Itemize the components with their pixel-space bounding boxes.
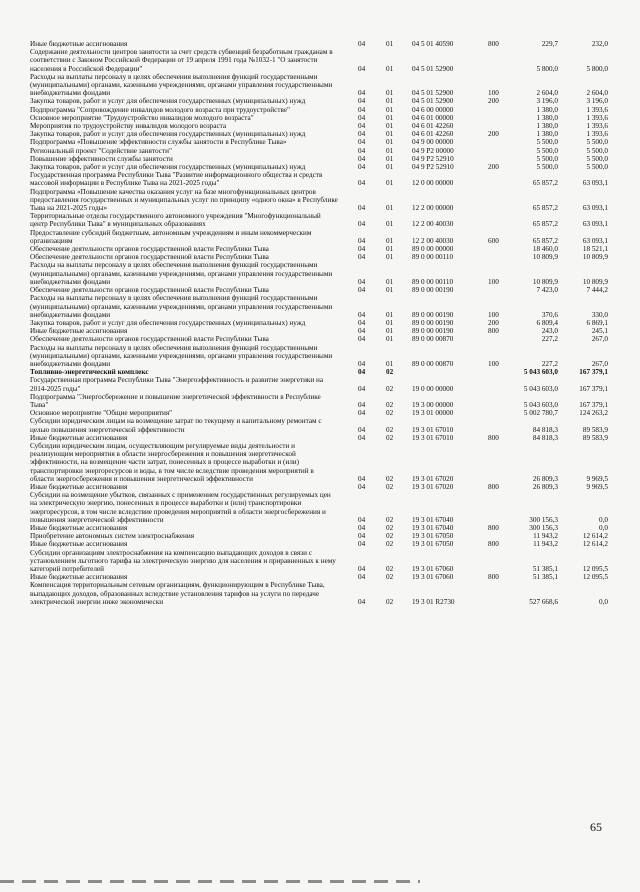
table-row xyxy=(30,573,620,581)
row-expense-type: 100 xyxy=(488,89,499,98)
row-target-code: 04 6 01 42260 xyxy=(412,130,454,139)
row-target-code: 89 0 00 00110 xyxy=(412,253,454,262)
row-subsection: 01 xyxy=(386,40,394,48)
row-name: Субсидии на возмещение убытков, связанных с применением государственных регулируемых цен на электрическую энергию, понесенных в процессе выработки и (или) транспортировки энергоресурсов, в том числе вследствие проведения мероприятий в области энергосбережения и повышения энергетической эффективности xyxy=(30,491,331,524)
row-name: Подпрограмма "Сопровождение инвалидов молодого возраста при трудоустройстве" xyxy=(30,105,290,114)
row-amount-year2: 89 583,9 xyxy=(582,433,608,442)
row-name: Компенсация территориальным сетевым организациям, функционирующим в Республике Тыва, выпадающих доходов, образованных вследствие установления тарифов на услуги по передаче электрической энергии ниже экономически xyxy=(30,581,325,606)
row-name: Иные бюджетные ассигнования xyxy=(30,523,128,532)
row-expense-type: 800 xyxy=(488,573,499,582)
row-subsection: 01 xyxy=(386,286,394,295)
row-expense-type: 800 xyxy=(488,40,499,48)
row-subsection: 02 xyxy=(386,565,394,573)
row-name: Субсидии юридическим лицам, осуществляющим регулируемые виды деятельности и реализующим мероприятия в области энергосбережения и повышения энергетической эффективности, на возмещение части затрат, понесенных в процессе выработки и (или) транспортировки энергоресурсов и воды, в том числе вследствие проведения мероприятий в области энергосбережения и повышения энергетической эффективности xyxy=(30,441,314,483)
row-section: 04 xyxy=(358,359,366,368)
row-target-code: 19 3 01 00000 xyxy=(412,409,454,418)
table-row xyxy=(30,540,620,548)
row-target-code: 89 0 00 00110 xyxy=(412,277,454,286)
row-section: 04 xyxy=(358,113,366,122)
table-row xyxy=(30,155,620,163)
row-expense-type: 100 xyxy=(488,277,499,286)
row-amount-year2: 63 093,1 xyxy=(582,220,608,229)
row-amount-year1: 65 857,2 xyxy=(532,204,558,213)
row-amount-year2: 63 093,1 xyxy=(582,204,608,213)
row-section: 04 xyxy=(358,310,366,319)
row-subsection: 02 xyxy=(386,523,394,532)
table-row xyxy=(30,171,620,187)
row-section: 04 xyxy=(358,105,366,114)
row-name: Содержание деятельности центров занятости за счет средств субвенций безработным гражданам в соответствии с Законом Российской Федерации от 19 апреля 1991 года №1032-1 "О занятости населения в Российской Федерации" xyxy=(30,48,333,73)
row-target-code: 89 0 00 00190 xyxy=(412,310,454,319)
table-row xyxy=(30,122,620,130)
row-amount-year1: 300 156,3 xyxy=(529,523,558,532)
row-amount-year1: 300 156,3 xyxy=(529,515,558,524)
row-name: Иные бюджетные ассигнования xyxy=(30,40,128,48)
row-subsection: 01 xyxy=(386,220,394,229)
row-subsection: 01 xyxy=(386,64,394,73)
row-subsection: 01 xyxy=(386,277,394,286)
row-target-code: 04 9 P2 52910 xyxy=(412,154,454,163)
row-section: 04 xyxy=(358,400,366,409)
row-amount-year1: 5 500,0 xyxy=(536,138,558,147)
row-amount-year1: 1 380,0 xyxy=(536,113,558,122)
row-target-code: 19 3 01 R2730 xyxy=(412,597,455,606)
row-amount-year1: 227,2 xyxy=(541,359,558,368)
row-amount-year2: 124 263,2 xyxy=(579,409,608,418)
row-section: 04 xyxy=(358,64,366,73)
row-amount-year2: 5 500,0 xyxy=(586,138,608,147)
row-amount-year1: 65 857,2 xyxy=(532,236,558,245)
row-amount-year1: 5 500,0 xyxy=(536,163,558,172)
row-name: Закупка товаров, работ и услуг для обеспечения государственных (муниципальных) нужд xyxy=(30,97,306,106)
row-name: Субсидии организациям электроснабжения на компенсацию выпадающих доходов в связи с установлением льготного тарифа на электрическую энергию для населения и приравненных к нему категорий потребителей xyxy=(30,548,336,573)
row-expense-type: 100 xyxy=(488,310,499,319)
row-amount-year2: 12 095,5 xyxy=(582,573,608,582)
table-row xyxy=(30,147,620,155)
row-target-code: 89 0 00 00870 xyxy=(412,359,454,368)
scan-artifact-line xyxy=(0,880,420,883)
row-target-code: 19 3 01 67020 xyxy=(412,474,454,483)
row-amount-year2: 1 393,6 xyxy=(586,113,608,122)
row-section: 04 xyxy=(358,253,366,262)
row-amount-year2: 12 614,2 xyxy=(582,540,608,549)
row-subsection: 02 xyxy=(386,433,394,442)
row-expense-type: 100 xyxy=(488,359,499,368)
row-subsection: 02 xyxy=(386,384,394,393)
row-section: 04 xyxy=(358,368,366,377)
row-amount-year1: 26 809,3 xyxy=(532,474,558,483)
row-subsection: 02 xyxy=(386,409,394,418)
row-amount-year1: 1 380,0 xyxy=(536,122,558,131)
row-target-code: 04 5 01 52900 xyxy=(412,97,454,106)
table-row xyxy=(30,376,620,392)
row-section: 04 xyxy=(358,40,366,48)
row-subsection: 02 xyxy=(386,515,394,524)
row-target-code: 12 2 00 40030 xyxy=(412,236,454,245)
row-section: 04 xyxy=(358,433,366,442)
row-name: Закупка товаров, работ и услуг для обеспечения государственных (муниципальных) нужд xyxy=(30,130,306,139)
row-target-code: 04 6 00 00000 xyxy=(412,105,454,114)
row-amount-year1: 5 043 603,0 xyxy=(523,400,558,409)
row-expense-type: 800 xyxy=(488,482,499,491)
table-row xyxy=(30,442,620,483)
row-target-code: 04 6 01 42260 xyxy=(412,122,454,131)
row-target-code: 12 2 00 00000 xyxy=(412,204,454,213)
row-amount-year2: 5 800,0 xyxy=(586,64,608,73)
row-target-code: 04 6 01 00000 xyxy=(412,113,454,122)
row-target-code: 12 0 00 00000 xyxy=(412,179,454,188)
table-row xyxy=(30,245,620,253)
row-amount-year1: 7 423,0 xyxy=(536,286,558,295)
row-section: 04 xyxy=(358,532,366,541)
row-subsection: 02 xyxy=(386,532,394,541)
table-row xyxy=(30,138,620,146)
row-target-code: 04 9 00 00000 xyxy=(412,138,454,147)
row-subsection: 01 xyxy=(386,130,394,139)
row-target-code: 89 0 00 00190 xyxy=(412,286,454,295)
row-section: 04 xyxy=(358,179,366,188)
row-subsection: 02 xyxy=(386,425,394,434)
row-amount-year1: 527 668,6 xyxy=(529,597,558,606)
row-amount-year1: 5 800,0 xyxy=(536,64,558,73)
row-section: 04 xyxy=(358,220,366,229)
row-amount-year2: 1 393,6 xyxy=(586,122,608,131)
row-amount-year1: 10 809,9 xyxy=(532,277,558,286)
table-row xyxy=(30,286,620,294)
row-name: Обеспечение деятельности органов государственной власти Республики Тыва xyxy=(30,245,269,254)
row-amount-year2: 167 379,1 xyxy=(579,368,608,377)
row-subsection: 01 xyxy=(386,245,394,254)
table-row xyxy=(30,48,620,73)
row-amount-year1: 2 604,0 xyxy=(536,89,558,98)
row-name: Обеспечение деятельности органов государственной власти Республики Тыва xyxy=(30,286,269,295)
row-amount-year2: 5 500,0 xyxy=(586,146,608,155)
table-row xyxy=(30,294,620,319)
row-amount-year2: 267,0 xyxy=(591,359,608,368)
row-amount-year1: 51 385,1 xyxy=(532,573,558,582)
table-row xyxy=(30,319,620,327)
row-amount-year1: 5 043 603,0 xyxy=(523,368,558,377)
row-section: 04 xyxy=(358,245,366,254)
row-amount-year2: 18 521,1 xyxy=(582,245,608,254)
row-amount-year1: 10 809,9 xyxy=(532,253,558,262)
table-row xyxy=(30,344,620,369)
row-target-code: 19 3 01 67010 xyxy=(412,433,454,442)
row-name: Территориальные отделы государственного автономного учреждения "Многофункциональный центр Республики Тыва" в муниципальных образованиях xyxy=(30,212,321,229)
table-row xyxy=(30,491,620,524)
row-subsection: 01 xyxy=(386,253,394,262)
row-amount-year2: 0,0 xyxy=(599,597,608,606)
row-expense-type: 200 xyxy=(488,130,499,139)
row-name: Государственная программа Республики Тыва "Развитие информационного общества и средств массовой информации в Республике Тыва на 2021-2025 годы" xyxy=(30,171,323,188)
row-target-code: 19 3 01 67060 xyxy=(412,573,454,582)
table-row xyxy=(30,130,620,138)
row-amount-year1: 18 460,0 xyxy=(532,245,558,254)
table-row xyxy=(30,532,620,540)
row-name: Иные бюджетные ассигнования xyxy=(30,540,128,549)
row-amount-year2: 10 809,9 xyxy=(582,253,608,262)
row-amount-year2: 232,0 xyxy=(591,40,608,48)
row-target-code: 89 0 00 00190 xyxy=(412,318,454,327)
row-name: Иные бюджетные ассигнования xyxy=(30,573,128,582)
row-amount-year2: 267,0 xyxy=(591,335,608,344)
row-amount-year2: 3 196,0 xyxy=(586,97,608,106)
table-row xyxy=(30,524,620,532)
row-section: 04 xyxy=(358,540,366,549)
row-amount-year2: 63 093,1 xyxy=(582,236,608,245)
table-row xyxy=(30,114,620,122)
row-amount-year2: 330,0 xyxy=(591,310,608,319)
row-subsection: 01 xyxy=(386,335,394,344)
row-amount-year2: 167 379,1 xyxy=(579,400,608,409)
row-subsection: 01 xyxy=(386,179,394,188)
row-section: 04 xyxy=(358,236,366,245)
row-expense-type: 800 xyxy=(488,523,499,532)
row-section: 04 xyxy=(358,97,366,106)
row-expense-type: 800 xyxy=(488,433,499,442)
row-name: Подпрограмма "Энергосбережение и повышение энергетической эффективности в Республике Тыва" xyxy=(30,392,321,409)
table-row xyxy=(30,434,620,442)
row-subsection: 01 xyxy=(386,154,394,163)
row-name: Расходы на выплаты персоналу в целях обеспечения выполнения функций государственными (муниципальными) органами, казенными учреждениями, органами управления государственными внебюджетными фондами xyxy=(30,294,333,319)
row-section: 04 xyxy=(358,204,366,213)
row-amount-year2: 0,0 xyxy=(599,523,608,532)
row-name: Расходы на выплаты персоналу в целях обеспечения выполнения функций государственными (муниципальными) органами, казенными учреждениями, органами управления государственными внебюджетными фондами xyxy=(30,343,333,368)
row-amount-year2: 10 809,9 xyxy=(582,277,608,286)
row-name: Иные бюджетные ассигнования xyxy=(30,327,128,336)
table-row xyxy=(30,40,620,48)
row-name: Закупка товаров, работ и услуг для обеспечения государственных (муниципальных) нужд xyxy=(30,318,306,327)
row-subsection: 01 xyxy=(386,122,394,131)
row-name: Основное мероприятие "Трудоустройство инвалидов молодого возраста" xyxy=(30,113,254,122)
row-target-code: 19 3 01 67040 xyxy=(412,515,454,524)
row-amount-year2: 12 095,5 xyxy=(582,565,608,573)
row-amount-year1: 3 196,0 xyxy=(536,97,558,106)
row-expense-type: 800 xyxy=(488,327,499,336)
row-subsection: 01 xyxy=(386,113,394,122)
table-row xyxy=(30,581,620,606)
row-amount-year1: 227,2 xyxy=(541,335,558,344)
row-target-code: 19 3 01 67050 xyxy=(412,540,454,549)
row-amount-year2: 167 379,1 xyxy=(579,384,608,393)
row-amount-year2: 7 444,2 xyxy=(586,286,608,295)
row-section: 04 xyxy=(358,122,366,131)
row-name: Повышение эффективности службы занятости xyxy=(30,154,173,163)
table-row xyxy=(30,73,620,98)
row-section: 04 xyxy=(358,425,366,434)
row-amount-year1: 5 002 780,7 xyxy=(523,409,558,418)
row-name: Закупка товаров, работ и услуг для обеспечения государственных (муниципальных) нужд xyxy=(30,163,306,172)
row-amount-year2: 5 500,0 xyxy=(586,154,608,163)
table-row xyxy=(30,368,620,376)
table-row xyxy=(30,163,620,171)
row-amount-year1: 51 385,1 xyxy=(532,565,558,573)
row-section: 04 xyxy=(358,163,366,172)
row-subsection: 01 xyxy=(386,97,394,106)
row-subsection: 02 xyxy=(386,368,394,377)
table-row xyxy=(30,188,620,213)
row-expense-type: 600 xyxy=(488,236,499,245)
row-name: Региональный проект "Содействие занятости" xyxy=(30,146,172,155)
row-amount-year2: 1 393,6 xyxy=(586,105,608,114)
row-section: 04 xyxy=(358,146,366,155)
row-section: 04 xyxy=(358,565,366,573)
budget-table xyxy=(30,40,620,606)
row-amount-year2: 245,1 xyxy=(591,327,608,336)
row-name: Предоставление субсидий бюджетным, автономным учреждениям и иным некоммерческим организациям xyxy=(30,228,312,245)
row-subsection: 01 xyxy=(386,105,394,114)
row-amount-year2: 9 969,5 xyxy=(586,482,608,491)
row-amount-year2: 9 969,5 xyxy=(586,474,608,483)
row-amount-year1: 1 380,0 xyxy=(536,130,558,139)
row-name: Приобретение автономных систем электроснабжения xyxy=(30,532,195,541)
row-name: Иные бюджетные ассигнования xyxy=(30,433,128,442)
row-section: 04 xyxy=(358,482,366,491)
row-amount-year1: 229,7 xyxy=(541,40,558,48)
row-target-code: 19 3 01 67010 xyxy=(412,425,454,434)
row-section: 04 xyxy=(358,327,366,336)
row-amount-year1: 5 043 603,0 xyxy=(523,384,558,393)
row-section: 04 xyxy=(358,318,366,327)
row-amount-year2: 0,0 xyxy=(599,515,608,524)
row-name: Расходы на выплаты персоналу в целях обеспечения выполнения функций государственными (муниципальными) органами, казенными учреждениями, органами управления государственными внебюджетными фондами xyxy=(30,261,333,286)
row-section: 04 xyxy=(358,138,366,147)
row-name: Мероприятия по трудоустройству инвалидов молодого возраста xyxy=(30,122,227,131)
row-section: 04 xyxy=(358,277,366,286)
row-expense-type: 200 xyxy=(488,97,499,106)
row-target-code: 04 9 P2 00000 xyxy=(412,146,454,155)
row-subsection: 02 xyxy=(386,573,394,582)
row-amount-year1: 84 818,3 xyxy=(532,433,558,442)
row-target-code: 89 0 00 00870 xyxy=(412,335,454,344)
page-number: 65 xyxy=(590,820,602,834)
row-subsection: 02 xyxy=(386,474,394,483)
row-amount-year1: 5 500,0 xyxy=(536,146,558,155)
row-name: Основное мероприятие "Общие мероприятия" xyxy=(30,409,173,418)
row-amount-year1: 65 857,2 xyxy=(532,179,558,188)
row-section: 04 xyxy=(358,474,366,483)
row-name: Топливно-энергетический комплекс xyxy=(30,368,149,377)
row-name: Расходы на выплаты персоналу в целях обеспечения выполнения функций государственными (муниципальными) органами, казенными учреждениями, органами управления государственными внебюджетными фондами xyxy=(30,72,333,98)
row-amount-year1: 370,6 xyxy=(541,310,558,319)
row-target-code: 04 5 01 40590 xyxy=(412,40,454,48)
row-amount-year2: 89 583,9 xyxy=(582,425,608,434)
row-name: Подпрограмма «Повышение эффективности службы занятости в Республике Тыва» xyxy=(30,138,287,147)
row-amount-year1: 65 857,2 xyxy=(532,220,558,229)
row-section: 04 xyxy=(358,130,366,139)
table-row xyxy=(30,409,620,417)
row-subsection: 01 xyxy=(386,163,394,172)
row-section: 04 xyxy=(358,286,366,295)
row-section: 04 xyxy=(358,515,366,524)
row-amount-year1: 1 380,0 xyxy=(536,105,558,114)
row-amount-year1: 84 818,3 xyxy=(532,425,558,434)
row-section: 04 xyxy=(358,89,366,98)
row-amount-year1: 243,0 xyxy=(541,327,558,336)
table-row xyxy=(30,253,620,261)
row-amount-year2: 2 604,0 xyxy=(586,89,608,98)
row-target-code: 19 3 01 67040 xyxy=(412,523,454,532)
table-row xyxy=(30,97,620,105)
row-target-code: 12 2 00 40030 xyxy=(412,220,454,229)
row-amount-year2: 12 614,2 xyxy=(582,532,608,541)
row-target-code: 19 3 01 67050 xyxy=(412,532,454,541)
row-section: 04 xyxy=(358,154,366,163)
row-subsection: 01 xyxy=(386,359,394,368)
row-name: Государственная программа Республики Тыва "Энергоэффективность и развитие энергетики на 2014-2025 годы" xyxy=(30,376,324,393)
row-section: 04 xyxy=(358,335,366,344)
row-expense-type: 200 xyxy=(488,318,499,327)
row-amount-year1: 5 500,0 xyxy=(536,154,558,163)
table-row xyxy=(30,335,620,343)
row-expense-type: 800 xyxy=(488,540,499,549)
row-subsection: 02 xyxy=(386,400,394,409)
row-section: 04 xyxy=(358,409,366,418)
row-name: Подпрограмма «Повышение качества оказания услуг на базе многофункциональных центров предоставления государственных и муниципальных услуг по принципу «одного окна» в Республике Тыва на 2021-2025 годы» xyxy=(30,187,338,213)
row-subsection: 02 xyxy=(386,597,394,606)
row-name: Обеспечение деятельности органов государственной власти Республики Тыва xyxy=(30,253,269,262)
table-row xyxy=(30,393,620,409)
row-target-code: 19 3 01 67060 xyxy=(412,565,454,573)
row-subsection: 01 xyxy=(386,146,394,155)
row-target-code: 04 5 01 52900 xyxy=(412,64,454,73)
row-amount-year1: 26 809,3 xyxy=(532,482,558,491)
row-subsection: 01 xyxy=(386,138,394,147)
row-name: Иные бюджетные ассигнования xyxy=(30,482,128,491)
row-target-code: 19 0 00 00000 xyxy=(412,384,454,393)
row-subsection: 01 xyxy=(386,318,394,327)
table-row xyxy=(30,417,620,433)
row-section: 04 xyxy=(358,523,366,532)
table-row xyxy=(30,261,620,286)
table-row xyxy=(30,212,620,228)
table-row xyxy=(30,549,620,574)
table-row xyxy=(30,483,620,491)
row-amount-year2: 1 393,6 xyxy=(586,130,608,139)
row-amount-year1: 6 809,4 xyxy=(536,318,558,327)
row-subsection: 02 xyxy=(386,482,394,491)
row-target-code: 19 3 01 67020 xyxy=(412,482,454,491)
row-section: 04 xyxy=(358,597,366,606)
row-section: 04 xyxy=(358,384,366,393)
table-row xyxy=(30,229,620,245)
row-target-code: 04 9 P2 52910 xyxy=(412,163,454,172)
row-amount-year1: 11 943,2 xyxy=(533,540,558,549)
row-subsection: 01 xyxy=(386,89,394,98)
row-target-code: 19 3 00 00000 xyxy=(412,400,454,409)
row-amount-year2: 63 093,1 xyxy=(582,179,608,188)
row-amount-year2: 5 500,0 xyxy=(586,163,608,172)
row-amount-year2: 6 869,1 xyxy=(586,318,608,327)
row-target-code: 89 0 00 00190 xyxy=(412,327,454,336)
row-subsection: 01 xyxy=(386,204,394,213)
row-name: Субсидии юридическим лицам на возмещение затрат по текущему и капитальному ремонтам с целью повышения энергетической эффективности xyxy=(30,417,322,434)
row-subsection: 01 xyxy=(386,310,394,319)
row-expense-type: 200 xyxy=(488,163,499,172)
row-target-code: 89 0 00 00000 xyxy=(412,245,454,254)
row-section: 04 xyxy=(358,573,366,582)
row-name: Обеспечение деятельности органов государственной власти Республики Тыва xyxy=(30,335,269,344)
row-subsection: 02 xyxy=(386,540,394,549)
row-target-code: 04 5 01 52900 xyxy=(412,89,454,98)
row-subsection: 01 xyxy=(386,327,394,336)
row-subsection: 01 xyxy=(386,236,394,245)
table-row xyxy=(30,327,620,335)
table-row xyxy=(30,106,620,114)
row-amount-year1: 11 943,2 xyxy=(533,532,558,541)
